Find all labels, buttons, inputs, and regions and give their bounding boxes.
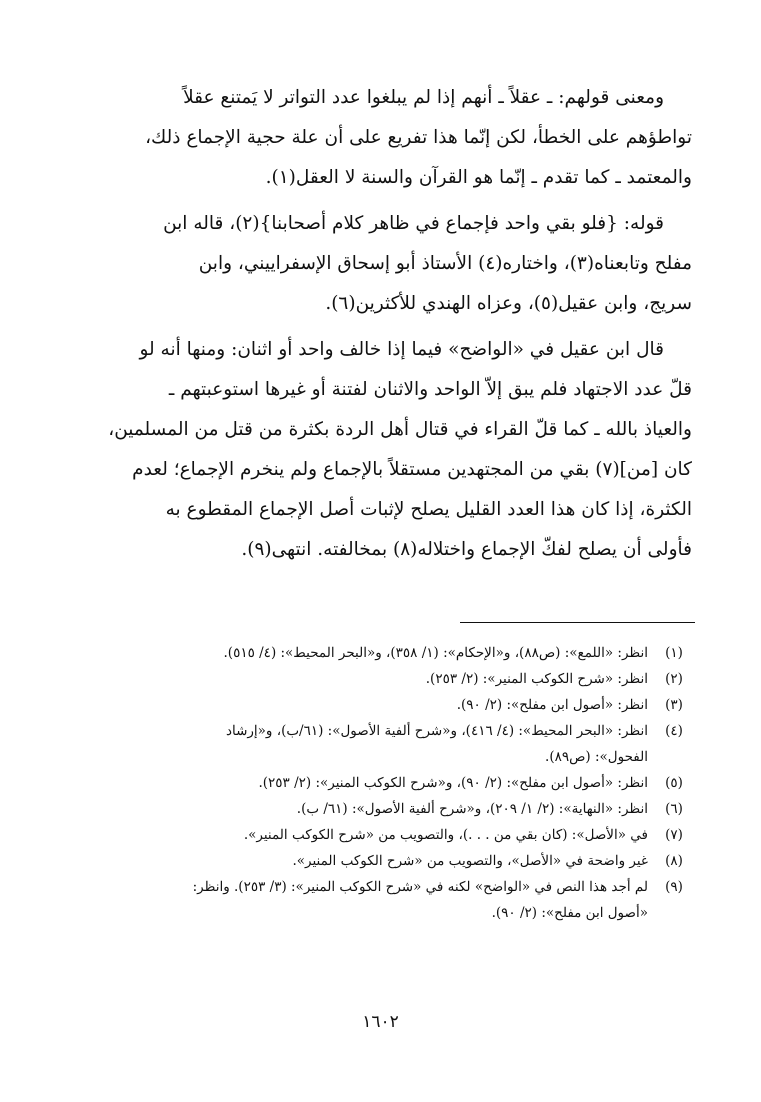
- footnote-5: [60, 770, 700, 796]
- text-line: والمعتمد ـ كما تقدم ـ إنّما هو القرآن والسنة لا العقل(١).: [265, 167, 692, 188]
- footnote-text: انظر: «البحر المحيط»: (٤/ ٤١٦)، و«شرح ألفية الأصول»: (٦١/ب)، و«إرشاد: [225, 723, 648, 739]
- text-line: سريج، وابن عقيل(٥)، وعزاه الهندي للأكثرين(٦).: [325, 293, 692, 314]
- footnote-text: غير واضحة في «الأصل»، والتصويب من «شرح الكوكب المنير».: [292, 853, 648, 869]
- footnote-number: (٨): [665, 853, 683, 869]
- footnote-text: انظر: «أصول ابن مفلح»: (٢/ ٩٠)، و«شرح الكوكب المنير»: (٢/ ٢٥٣).: [258, 775, 648, 791]
- footnote-6: [60, 796, 700, 822]
- footnote-number: (٦): [665, 801, 683, 817]
- text-line: والعياذ بالله ـ كما قلّ القراء في قتال أهل الردة بكثرة من قتل من المسلمين،: [108, 419, 692, 440]
- footnote-2: [60, 666, 700, 692]
- footnote-9: [60, 874, 700, 926]
- text-line: مفلح وتابعناه(٣)، واختاره(٤) الأستاذ أبو إسحاق الإسفراييني، وابن: [198, 253, 692, 274]
- footnote-1: [60, 640, 700, 666]
- text-line: قوله: {فلو بقي واحد فإجماع في ظاهر كلام أصحابنا}(٢)، قاله ابن: [163, 213, 664, 234]
- footnote-text: انظر: «اللمع»: (ص٨٨)، و«الإحكام»: (١/ ٣٥٨)، و«البحر المحيط»: (٤/ ٥١٥).: [223, 645, 648, 661]
- paragraph-3: [72, 330, 692, 570]
- footnote-7: [60, 822, 700, 848]
- text-line: قال ابن عقيل في «الواضح» فيما إذا خالف واحد أو اثنان: ومنها أنه لو: [139, 339, 664, 360]
- footnotes: [60, 640, 700, 926]
- paragraph-2: [72, 204, 692, 324]
- text-line: قلّ عدد الاجتهاد فلم يبق إلاّ الواحد والاثنان لفتنة أو غيرها استوعبتهم ـ: [168, 379, 692, 400]
- footnote-number: (٤): [665, 723, 683, 739]
- text-line: فأولى أن يصلح لفكّ الإجماع واختلاله(٨) بمخالفته. انتهى(٩).: [241, 539, 692, 560]
- footnote-4: [60, 718, 700, 770]
- footnote-text: لم أجد هذا النص في «الواضح» لكنه في «شرح الكوكب المنير»: (٣/ ٢٥٣). وانظر:: [192, 879, 648, 895]
- footnote-text: «أصول ابن مفلح»: (٢/ ٩٠).: [491, 905, 648, 921]
- footnote-number: (٩): [665, 879, 683, 895]
- page-number: ١٦٠٢: [362, 1012, 399, 1032]
- footnote-number: (٢): [665, 671, 683, 687]
- main-text: [72, 78, 692, 570]
- text-line: كان [من](٧) بقي من المجتهدين مستقلاً بالإجماع ولم ينخرم الإجماع؛ لعدم: [132, 459, 692, 480]
- footnote-3: [60, 692, 700, 718]
- text-line: الكثرة، إذا كان هذا العدد القليل يصلح لإثبات أصل الإجماع المقطوع به: [165, 499, 692, 520]
- footnote-text: انظر: «أصول ابن مفلح»: (٢/ ٩٠).: [456, 697, 648, 713]
- text-line: ومعنى قولهم: ـ عقلاً ـ أنهم إذا لم يبلغوا عدد التواتر لا يَمتنع عقلاً: [183, 87, 664, 108]
- footnote-number: (٥): [665, 775, 683, 791]
- paragraph-1: [72, 78, 692, 198]
- footnote-number: (٧): [665, 827, 683, 843]
- text-line: تواطؤهم على الخطأ، لكن إنّما هذا تفريع على أن علة حجية الإجماع ذلك،: [145, 127, 692, 148]
- footnote-text: انظر: «النهاية»: (٢/ ١/ ٢٠٩)، و«شرح ألفية الأصول»: (٦١/ ب).: [296, 801, 648, 817]
- footnote-text: في «الأصل»: (كان بقي من . . .)، والتصويب من «شرح الكوكب المنير».: [243, 827, 648, 843]
- footnote-number: (٣): [665, 697, 683, 713]
- footnote-text: الفحول»: (ص٨٩).: [545, 749, 648, 765]
- footnote-text: انظر: «شرح الكوكب المنير»: (٢/ ٢٥٣).: [425, 671, 648, 687]
- footnote-separator: [460, 622, 695, 623]
- footnote-number: (١): [665, 645, 683, 661]
- footnote-8: [60, 848, 700, 874]
